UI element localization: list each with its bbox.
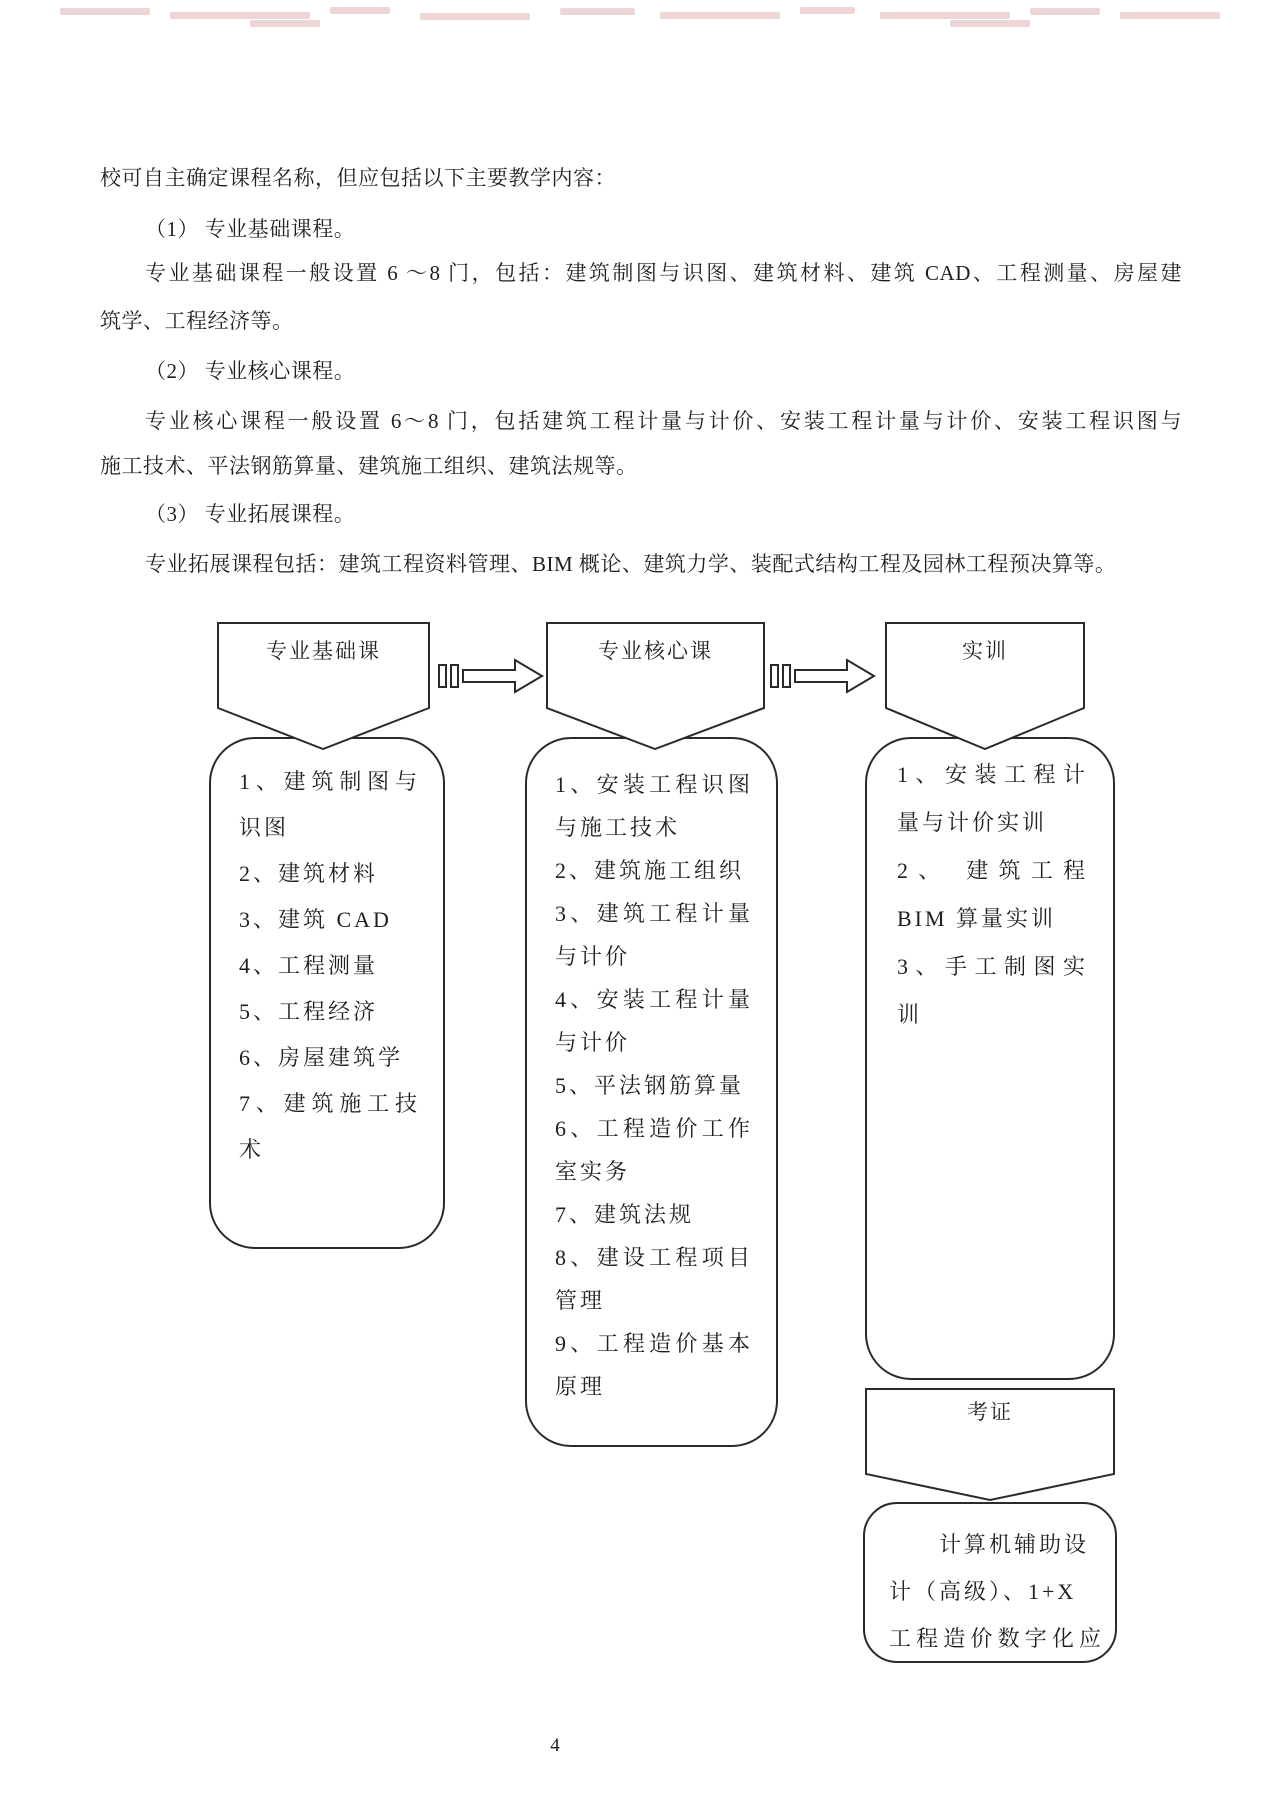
list-line: 7、建筑施工技 <box>239 1091 417 1116</box>
training-list-box <box>865 737 1115 1380</box>
paragraph-line: 筑学、工程经济等。 <box>100 309 294 333</box>
flow-arrow-icon <box>770 656 878 696</box>
list-line: 1、安装工程识图 <box>555 772 750 797</box>
list-line: 管理 <box>555 1288 606 1313</box>
list-line: 2、建筑施工组织 <box>555 858 745 883</box>
list-line: 1、安装工程计 <box>897 762 1085 787</box>
list-line: 与计价 <box>555 1030 631 1055</box>
paragraph-line: 校可自主确定课程名称，但应包括以下主要教学内容： <box>100 166 616 190</box>
core-course-header: 专业核心课 <box>598 639 713 663</box>
paragraph-line: 专业基础课程一般设置 6 ～8 门，包括：建筑制图与识图、建筑材料、建筑 CAD、工程测量、房屋建 <box>145 261 1182 285</box>
paragraph-line: （2） 专业核心课程。 <box>145 359 356 383</box>
list-line: 室实务 <box>555 1159 631 1184</box>
certificate-detail-box <box>863 1502 1117 1663</box>
list-line: 术 <box>239 1137 265 1162</box>
training-header: 实训 <box>962 639 1008 663</box>
list-line: 9、工程造价基本 <box>555 1331 750 1356</box>
paragraph-line: 施工技术、平法钢筋算量、建筑施工组织、建筑法规等。 <box>100 454 638 478</box>
list-line: 6、房屋建筑学 <box>239 1045 404 1070</box>
basic-course-list-box <box>209 737 445 1249</box>
list-line: 量与计价实训 <box>897 810 1048 835</box>
list-line: 计（高级）、1+X <box>889 1579 1077 1604</box>
paragraph-line: 专业核心课程一般设置 6～8 门，包括建筑工程计量与计价、安装工程计量与计价、安装工程识图与 <box>145 409 1182 433</box>
list-line: 训 <box>897 1002 923 1027</box>
paragraph-line: 专业拓展课程包括：建筑工程资料管理、BIM 概论、建筑力学、装配式结构工程及园林工程预决算等。 <box>145 552 1117 576</box>
list-line: 3、建筑工程计量 <box>555 901 750 926</box>
list-line: 与施工技术 <box>555 815 681 840</box>
list-line: 工程造价数字化应 <box>889 1626 1101 1651</box>
list-line: 1、建筑制图与 <box>239 769 417 794</box>
list-line: 原理 <box>555 1374 606 1399</box>
paragraph-line: （1） 专业基础课程。 <box>145 217 356 241</box>
list-line: 5、平法钢筋算量 <box>555 1073 745 1098</box>
list-line: 4、安装工程计量 <box>555 987 750 1012</box>
core-course-list-box <box>525 737 778 1447</box>
list-line: 2、建筑材料 <box>239 861 379 886</box>
list-line: BIM 算量实训 <box>897 906 1057 931</box>
basic-course-header: 专业基础课 <box>266 639 381 663</box>
list-line: 8、建设工程项目 <box>555 1245 750 1270</box>
list-line: 5、工程经济 <box>239 999 379 1024</box>
list-line: 2、 建筑工程 <box>897 858 1085 883</box>
list-line: 3、建筑 CAD <box>239 907 392 932</box>
flow-arrow-icon <box>438 656 546 696</box>
list-line: 7、建筑法规 <box>555 1202 695 1227</box>
list-line: 3、手工制图实 <box>897 954 1085 979</box>
list-line: 计算机辅助设 <box>939 1532 1090 1557</box>
page-number: 4 <box>550 1735 560 1756</box>
list-line: 4、工程测量 <box>239 953 379 978</box>
list-line: 识图 <box>239 815 290 840</box>
paragraph-line: （3） 专业拓展课程。 <box>145 502 356 526</box>
certificate-header: 考证 <box>967 1400 1013 1424</box>
list-line: 与计价 <box>555 944 631 969</box>
list-line: 6、工程造价工作 <box>555 1116 750 1141</box>
